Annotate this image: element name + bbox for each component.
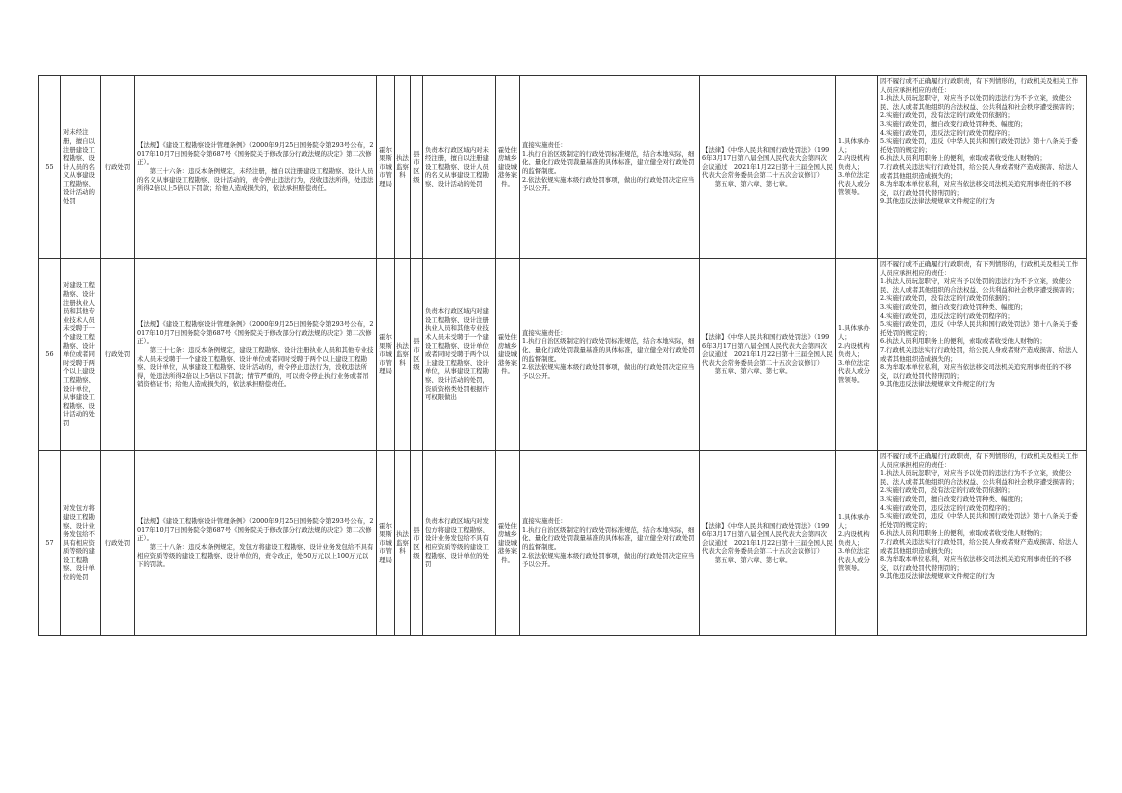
row-number: 57 xyxy=(39,451,61,636)
legal-basis: 【法规】《建设工程勘察设计管理条例》（2000年9月25日国务院令第293号公布，2017年10月7日国务院令第687号《国务院关于修改部分行政法规的决定》第二次修正）。 第三十六条：违反本条例规定，未经注册，擅自以注册建设工程勘察、设计人员的名义从事建设工程勘察、设计活动的，责令停止违法行为，没收违法所得，处违法所得2倍以上5倍以下罚款；给他人造成损失的，依法承担赔偿责任。 xyxy=(135,76,377,259)
accountability-text: 因不履行或不正确履行行政职责，有下列情形的，行政机关及相关工作人员应承担相应的责任： 1.执法人员玩忽职守，对应当予以处罚的违法行为不予立案，致使公民、法人或者其他组织的合法权益、公共利益和社会秩序遭受损害的； 2.实施行政处罚，没有法定的行政处罚依据的； 3.实施行政处罚，擅自改变行政处罚种类、幅度的； 4.实施行政处罚，违反法定的行政处罚程序的； 5.实施行政处罚，违反《中华人民共和国行政处罚法》第十八条关于委托处罚的规定的； 6.执法人员利用职务上的便利，索取或者收受他人财物的； 7.行政机关违法实行行政处罚，给公民人身或者财产造成损害、给法人或者其他组织造成损失的； 8.为牟取本单位私利，对应当依法移交司法机关追究刑事责任的不移交，以行政处罚代替刑罚的； 9.其他违反法律法规规章文件规定的行为 xyxy=(878,76,1087,259)
duty-text: 直接实施责任： 1.执行自治区级制定的行政处罚标准规范，结合本地实际，细化、量化行政处罚裁量基准的具体标准，建立健全对行政处罚的监督制度。 2.依法依规实施本级行政处罚事项，做出的行政处罚决定应当予以公开。 xyxy=(520,76,700,259)
responsible-subject: 1.具体承办人； 2.内设机构负责人； 3.单位法定代表人或分管领导。 xyxy=(836,76,878,259)
item-name: 对未经注册，擅自以注册建设工程勘察、设计人员的名义从事建设工程勘察、设计活动的处罚 xyxy=(61,76,101,259)
law-reference: 【法律】《中华人民共和国行政处罚法》（1996年3月17日第八届全国人民代表大会第四次会议通过 2021年1月22日第十三届全国人民代表大会常务委员会第二十五次会议修订） 第五章、第六章、第七章。 xyxy=(700,76,836,259)
department: 霍处住房城乡建设城港务案件。 xyxy=(496,76,520,259)
accountability-text: 因不履行或不正确履行行政职责，有下列情形的，行政机关及相关工作人员应承担相应的责任： 1.执法人员玩忽职守，对应当予以处罚的违法行为不予立案，致使公民、法人或者其他组织的合法权益、公共利益和社会秩序遭受损害的； 2.实施行政处罚，没有法定的行政处罚依据的； 3.实施行政处罚，擅自改变行政处罚种类、幅度的； 4.实施行政处罚，违反法定的行政处罚程序的； 5.实施行政处罚，违反《中华人民共和国行政处罚法》第十八条关于委托处罚的规定的； 6.执法人员利用职务上的便利，索取或者收受他人财物的； 7.行政机关违法实行行政处罚，给公民人身或者财产造成损害、给法人或者其他组织造成损失的； 8.为牟取本单位私利，对应当依法移交司法机关追究刑事责任的不移交，以行政处罚代替刑罚的； 9.其他违反法律法规规章文件规定的行为 xyxy=(878,259,1087,451)
responsible-unit: 执法监察科 xyxy=(395,76,411,259)
duty-text: 直接实施责任： 1.执行自治区级制定的行政处罚标准规范，结合本地实际，细化、量化行政处罚裁量基准的具体标准，建立健全对行政处罚的监督制度。 2.依法依规实施本级行政处罚事项，做出的行政处罚决定应当予以公开。 xyxy=(520,451,700,636)
item-type: 行政处罚 xyxy=(101,76,135,259)
item-content: 负责本行政区域内对未经注册，擅自以注册建设工程勘察、设计人员的名义从事建设工程勘察、设计活动的处罚 xyxy=(423,76,496,259)
legal-basis: 【法规】《建设工程勘察设计管理条例》（2000年9月25日国务院令第293号公布，2017年10月7日国务院令第687号《国务院关于修改部分行政法规的决定》第二次修正）。 第三十七条：违反本条例规定，建设工程勘察、设计注册执业人员和其他专业技术人员未受聘于一个建设工程勘察、设计单位或者同时受聘于两个以上建设工程勘察、设计单位，从事建设工程勘察、设计活动的，责令停止违法行为，没收违法所得，处违法所得2倍以上5倍以下罚款；情节严重的，可以责令停止执行业务或者吊销资格证书；给他人造成损失的，依法承担赔偿责任。 xyxy=(135,259,377,451)
responsibility-table xyxy=(38,75,1087,636)
department: 霍处住房城乡建设城港务案件。 xyxy=(496,451,520,636)
responsible-subject: 1.具体承办人； 2.内设机构负责人； 3.单位法定代表人或分管领导。 xyxy=(836,259,878,451)
row-number: 55 xyxy=(39,76,61,259)
item-content: 负责本行政区域内对建设工程勘察、设计注册执业人员和其他专业技术人员未受聘于一个建设工程勘察、设计单位或者同时受聘于两个以上建设工程勘察、设计单位，从事建设工程勘察、设计活动的处罚，资质资格类处罚根据许可权限做出 xyxy=(423,259,496,451)
duty-text: 直接实施责任： 1.执行自治区级制定的行政处罚标准规范，结合本地实际，细化、量化行政处罚裁量基准的具体标准，建立健全对行政处罚的监督制度。 2.依法依规实施本级行政处罚事项，做出的行政处罚决定应当予以公开。 xyxy=(520,259,700,451)
implementing-body: 霍尔果斯市城市管理局 xyxy=(377,451,395,636)
admin-level: 县市区级 xyxy=(411,451,423,636)
item-name: 对发包方将建设工程勘察、设计业务发包给不具有相应资质等级的建设工程勘察、设计单位的处罚 xyxy=(61,451,101,636)
admin-level: 县市区级 xyxy=(411,76,423,259)
implementing-body: 霍尔果斯市城市管理局 xyxy=(377,76,395,259)
responsible-subject: 1.具体承办人； 2.内设机构负责人； 3.单位法定代表人或分管领导。 xyxy=(836,451,878,636)
law-reference: 【法律】《中华人民共和国行政处罚法》（1996年3月17日第八届全国人民代表大会第四次会议通过 2021年1月22日第十三届全国人民代表大会常务委员会第二十五次会议修订） 第五章、第六章、第七章。 xyxy=(700,451,836,636)
law-reference: 【法律】《中华人民共和国行政处罚法》（1996年3月17日第八届全国人民代表大会第四次会议通过 2021年1月22日第十三届全国人民代表大会常务委员会第二十五次会议修订） 第五章、第六章、第七章。 xyxy=(700,259,836,451)
legal-basis: 【法规】《建设工程勘察设计管理条例》（2000年9月25日国务院令第293号公布，2017年10月7日国务院令第687号《国务院关于修改部分行政法规的决定》第二次修正）。 第三十八条：违反本条例规定，发包方将建设工程勘察、设计业务发包给不具有相应资质等级的建设工程勘察、设计单位的，责令改正，处50万元以上100万元以下的罚款。 xyxy=(135,451,377,636)
implementing-body: 霍尔果斯市城市管理局 xyxy=(377,259,395,451)
admin-level: 县市区级 xyxy=(411,259,423,451)
table-row xyxy=(39,451,1087,636)
item-type: 行政处罚 xyxy=(101,451,135,636)
table-row xyxy=(39,259,1087,451)
responsible-unit: 执法监察科 xyxy=(395,451,411,636)
table-row xyxy=(39,76,1087,259)
item-content: 负责本行政区域内对发包方将建设工程勘察、设计业务发包给不具有相应资质等级的建设工程勘察、设计单位的处罚 xyxy=(423,451,496,636)
responsible-unit: 执法监察科 xyxy=(395,259,411,451)
department: 霍处住房城乡建设城港务案件。 xyxy=(496,259,520,451)
item-name: 对建设工程勘察、设计注册执业人员和其他专业技术人员未受聘于一个建设工程勘察、设计单位或者同时受聘于两个以上建设工程勘察、设计单位，从事建设工程勘察、设计活动的处罚 xyxy=(61,259,101,451)
item-type: 行政处罚 xyxy=(101,259,135,451)
row-number: 56 xyxy=(39,259,61,451)
accountability-text: 因不履行或不正确履行行政职责，有下列情形的，行政机关及相关工作人员应承担相应的责任： 1.执法人员玩忽职守，对应当予以处罚的违法行为不予立案，致使公民、法人或者其他组织的合法权益、公共利益和社会秩序遭受损害的； 2.实施行政处罚，没有法定的行政处罚依据的； 3.实施行政处罚，擅自改变行政处罚种类、幅度的； 4.实施行政处罚，违反法定的行政处罚程序的； 5.实施行政处罚，违反《中华人民共和国行政处罚法》第十八条关于委托处罚的规定的； 6.执法人员利用职务上的便利，索取或者收受他人财物的； 7.行政机关违法实行行政处罚，给公民人身或者财产造成损害、给法人或者其他组织造成损失的； 8.为牟取本单位私利，对应当依法移交司法机关追究刑事责任的不移交，以行政处罚代替刑罚的； 9.其他违反法律法规规章文件规定的行为 xyxy=(878,451,1087,636)
